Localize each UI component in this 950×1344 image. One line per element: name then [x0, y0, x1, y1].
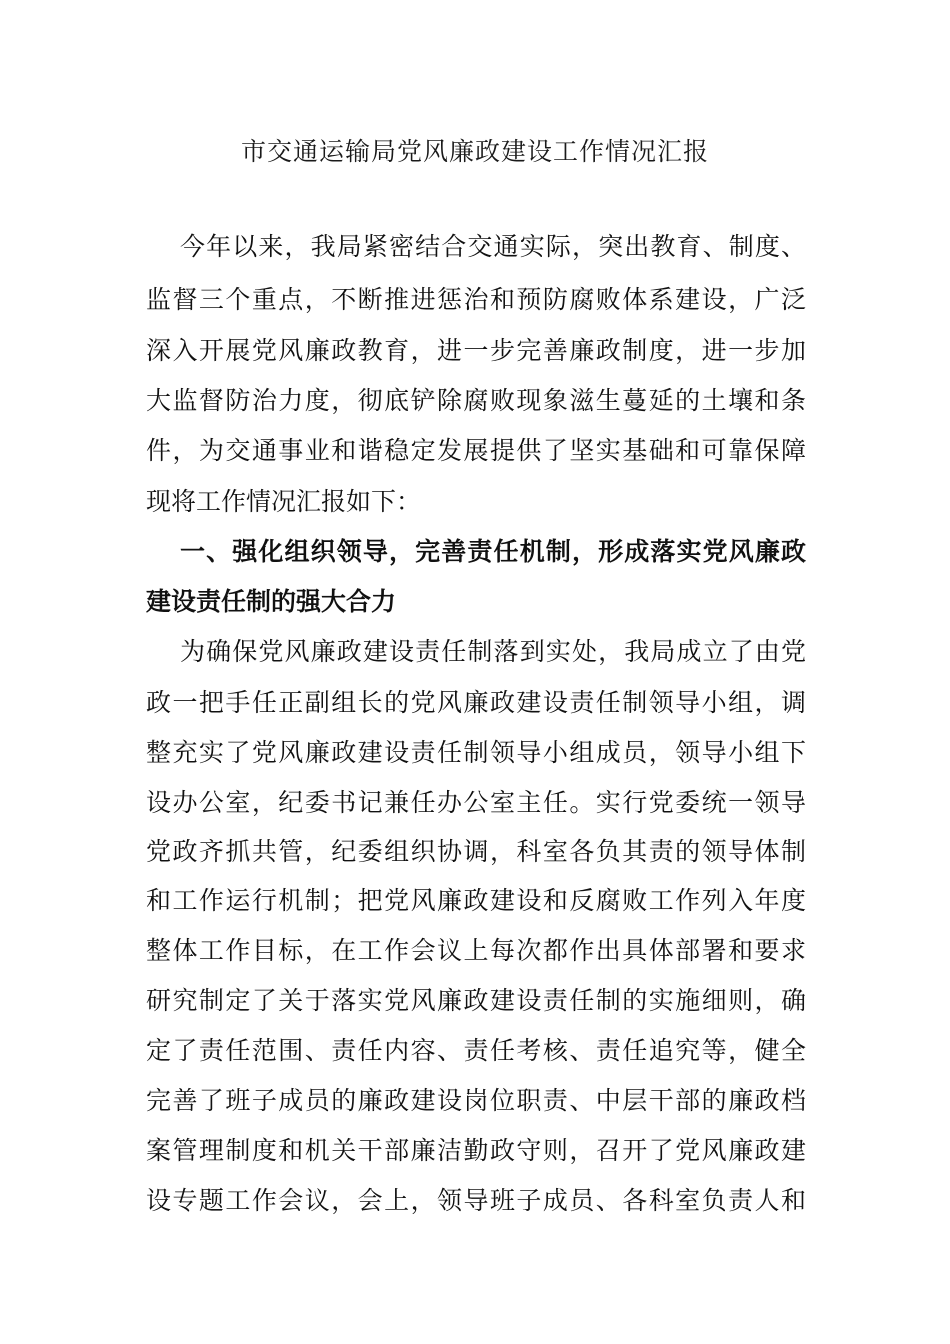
paragraph-line: 党政齐抓共管，纪委组织协调，科室各负其责的领导体制: [146, 837, 806, 866]
paragraph-line: 定了责任范围、责任内容、责任考核、责任追究等，健全: [146, 1036, 806, 1065]
paragraph-line: 设专题工作会议，会上，领导班子成员、各科室负责人和: [146, 1186, 806, 1215]
paragraph-line: 监督三个重点，不断推进惩治和预防腐败体系建设，广泛: [146, 285, 806, 314]
section-heading: 一、强化组织领导，完善责任机制，形成落实党风廉政: [180, 537, 806, 566]
section-heading: 建设责任制的强大合力: [146, 587, 397, 616]
paragraph-line: 大监督防治力度，彻底铲除腐败现象滋生蔓延的土壤和条: [146, 386, 806, 415]
document-title: 市交通运输局党风廉政建设工作情况汇报: [240, 137, 709, 166]
paragraph-line: 整充实了党风廉政建设责任制领导小组成员，领导小组下: [146, 738, 806, 767]
paragraph-line: 今年以来，我局紧密结合交通实际，突出教育、制度、: [180, 232, 806, 261]
paragraph-line: 研究制定了关于落实党风廉政建设责任制的实施细则，确: [146, 986, 806, 1015]
paragraph-line: 现将工作情况汇报如下：: [146, 487, 422, 516]
paragraph-line: 政一把手任正副组长的党风廉政建设责任制领导小组，调: [146, 688, 806, 717]
paragraph-line: 案管理制度和机关干部廉洁勤政守则，召开了党风廉政建: [146, 1136, 806, 1165]
paragraph-line: 和工作运行机制；把党风廉政建设和反腐败工作列入年度: [146, 886, 806, 915]
paragraph-line: 整体工作目标，在工作会议上每次都作出具体部署和要求: [146, 936, 806, 965]
paragraph-line: 设办公室，纪委书记兼任办公室主任。实行党委统一领导: [146, 788, 806, 817]
paragraph-line: 件，为交通事业和谐稳定发展提供了坚实基础和可靠保障: [146, 436, 806, 465]
paragraph-line: 为确保党风廉政建设责任制落到实处，我局成立了由党: [180, 637, 806, 666]
paragraph-line: 完善了班子成员的廉政建设岗位职责、中层干部的廉政档: [146, 1086, 806, 1115]
paragraph-line: 深入开展党风廉政教育，进一步完善廉政制度，进一步加: [146, 336, 806, 365]
